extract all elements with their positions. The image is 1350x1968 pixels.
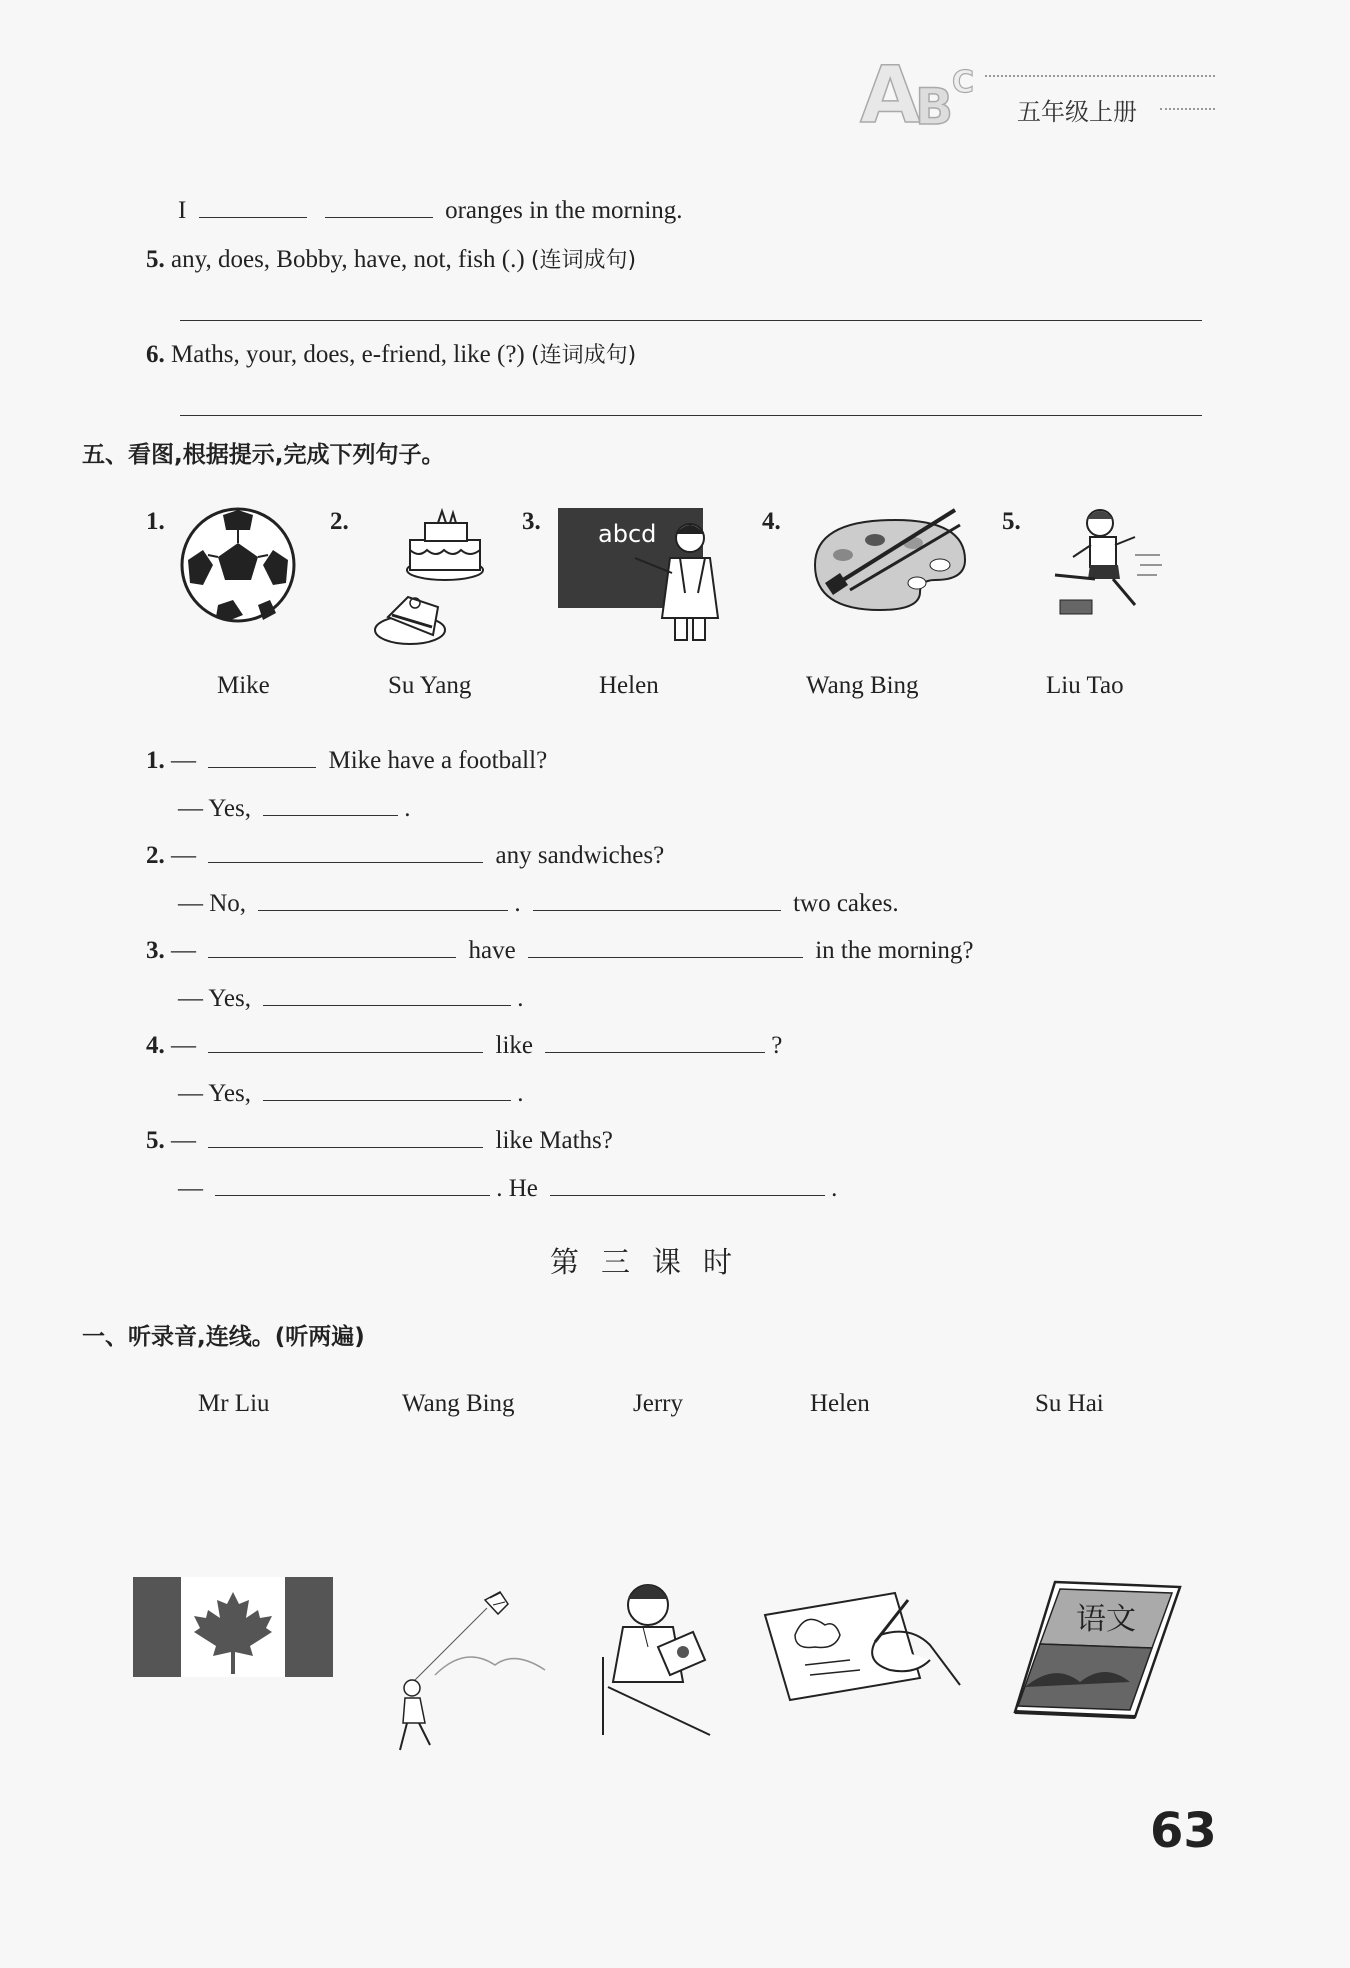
reply-start: — Yes, [178, 795, 251, 822]
reply-start: — [178, 1175, 203, 1202]
lesson-title: 第三课时 [550, 1245, 755, 1279]
q-text-end: ? [771, 1032, 783, 1059]
q6-answer-line[interactable] [180, 415, 1202, 416]
match-name[interactable]: Su Hai [1035, 1390, 1104, 1417]
q5-text: any, does, Bobby, have, not, fish (.) [171, 246, 525, 273]
s5-q1-reply [178, 793, 410, 823]
reply-start: — Yes, [178, 985, 251, 1012]
q-text-end: in the morning? [815, 937, 974, 964]
picture-name: Wang Bing [806, 672, 919, 699]
q-text: any sandwiches? [495, 842, 665, 869]
dash: — [171, 747, 196, 774]
blank[interactable] [325, 195, 433, 218]
s5-q2-reply [178, 888, 899, 918]
q-number: 2. [146, 842, 165, 869]
q4-answer-line [178, 195, 683, 225]
blank[interactable] [208, 840, 483, 863]
blank[interactable] [545, 1030, 765, 1053]
s5-q5 [146, 1125, 613, 1155]
q-text: have [468, 937, 516, 964]
blank[interactable] [528, 935, 803, 958]
section1-heading: 一、听录音,连线。(听两遍) [82, 1324, 365, 1350]
chinese-book-icon[interactable] [1010, 1577, 1185, 1722]
picture-number: 3. [522, 508, 541, 535]
q-number: 4. [146, 1032, 165, 1059]
picture-name: Helen [599, 672, 659, 699]
picture-number: 2. [330, 508, 349, 535]
s5-q5-reply [178, 1173, 837, 1203]
blank[interactable] [208, 935, 456, 958]
reply-start: — Yes, [178, 1080, 251, 1107]
picture-number: 1. [146, 508, 165, 535]
blank[interactable] [258, 888, 508, 911]
dash: — [171, 1032, 196, 1059]
running-boy-icon [1035, 505, 1170, 630]
grade-label: 五年级上册 [1017, 98, 1137, 126]
blank[interactable] [263, 1078, 511, 1101]
logo-letter-a: A [860, 51, 921, 141]
q5-number: 5. [146, 246, 165, 273]
blank[interactable] [215, 1173, 490, 1196]
picture-name: Mike [217, 672, 270, 699]
match-name[interactable]: Jerry [633, 1390, 683, 1417]
cakes-icon [370, 505, 490, 655]
s5-q1 [146, 745, 547, 775]
kite-flying-boy-icon[interactable] [375, 1580, 555, 1765]
s5-q3-reply [178, 983, 523, 1013]
reply-mid: . He [496, 1175, 538, 1202]
picture-number: 4. [762, 508, 781, 535]
q4-line-start: I [178, 197, 187, 224]
blank[interactable] [263, 793, 398, 816]
q5-hint: (连词成句) [530, 248, 637, 273]
reply-mid: . [514, 890, 521, 917]
q-text: Mike have a football? [328, 747, 548, 774]
s5-q2 [146, 840, 664, 870]
match-name[interactable]: Mr Liu [198, 1390, 270, 1417]
teacher-blackboard-icon [630, 518, 730, 643]
blackboard-text: abcd [598, 520, 657, 548]
q6-text: Maths, your, does, e-friend, like (?) [171, 341, 525, 368]
q6-question [146, 338, 636, 369]
dash: — [171, 842, 196, 869]
reply-end: two cakes. [793, 890, 899, 917]
paint-palette-icon [795, 505, 975, 615]
s5-q4-reply [178, 1078, 523, 1108]
logo-letter-c: C [952, 65, 975, 100]
reply-start: — No, [178, 890, 247, 917]
match-name[interactable]: Helen [810, 1390, 870, 1417]
reply-end: . [404, 795, 411, 822]
s5-q3 [146, 935, 974, 965]
canada-flag-icon[interactable] [133, 1577, 333, 1677]
reply-end: . [517, 1080, 524, 1107]
q6-number: 6. [146, 341, 165, 368]
blank[interactable] [208, 745, 316, 768]
book-cover-text: 语文 [1076, 1602, 1136, 1637]
section5-heading: 五、看图,根据提示,完成下列句子。 [82, 442, 445, 468]
q-number: 1. [146, 747, 165, 774]
q4-line-end: oranges in the morning. [445, 197, 683, 224]
s5-q4 [146, 1030, 782, 1060]
football-icon [178, 505, 298, 625]
page-number: 63 [1150, 1803, 1217, 1859]
drawing-hand-icon[interactable] [760, 1580, 965, 1700]
blank[interactable] [208, 1030, 483, 1053]
dash: — [171, 937, 196, 964]
abc-logo-icon [860, 51, 990, 141]
q6-hint: (连词成句) [531, 343, 637, 368]
header-dotted-line-2 [1160, 108, 1215, 110]
blank[interactable] [533, 888, 781, 911]
blank[interactable] [208, 1125, 483, 1148]
q-text: like [495, 1032, 533, 1059]
reply-end: . [517, 985, 524, 1012]
dash: — [171, 1127, 196, 1154]
reply-end: . [831, 1175, 838, 1202]
q-number: 5. [146, 1127, 165, 1154]
q5-answer-line[interactable] [180, 320, 1202, 321]
picture-name: Su Yang [388, 672, 472, 699]
blank[interactable] [263, 983, 511, 1006]
blank[interactable] [199, 195, 307, 218]
boy-reading-icon[interactable] [598, 1577, 718, 1737]
q-number: 3. [146, 937, 165, 964]
match-name[interactable]: Wang Bing [402, 1390, 515, 1417]
logo-letter-b: B [915, 78, 954, 136]
q-text: like Maths? [495, 1127, 613, 1154]
header-dotted-line [985, 75, 1215, 77]
picture-name: Liu Tao [1046, 672, 1124, 699]
blank[interactable] [550, 1173, 825, 1196]
picture-number: 5. [1002, 508, 1021, 535]
abc-logo [860, 51, 990, 141]
q5-question [146, 243, 636, 274]
